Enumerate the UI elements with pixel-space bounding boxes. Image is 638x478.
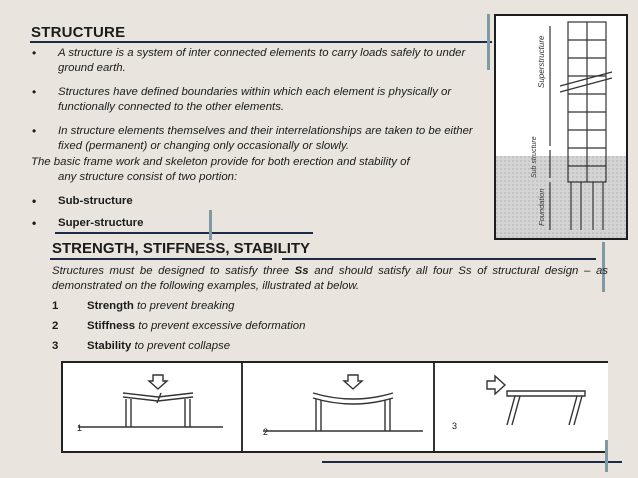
portion-sub-structure: • Sub-structure	[31, 194, 481, 209]
s-item-term: Stiffness	[87, 320, 136, 332]
s-item-2	[52, 320, 305, 332]
s-item-desc: to prevent breaking	[133, 300, 235, 312]
bent-beam	[313, 393, 393, 399]
building-structure-figure	[494, 14, 628, 240]
s-item-number: 3	[52, 340, 59, 352]
accent-bar-bottom	[605, 440, 608, 472]
broken-beam	[123, 393, 193, 397]
panel-strength	[63, 363, 238, 451]
paragraph-line-2: any structure consist of two portion:	[58, 171, 238, 183]
label-substructure: Sub structure	[531, 136, 538, 178]
load-arrow-icon	[149, 375, 167, 389]
section2-underline	[50, 258, 272, 260]
label-superstructure: Superstructure	[537, 35, 546, 88]
frame-paragraph	[31, 155, 479, 185]
s-item-1	[52, 300, 235, 312]
panel-stiffness-svg	[243, 363, 433, 451]
title-underline	[30, 41, 492, 43]
panel-stiffness	[241, 363, 433, 451]
bottom-line	[322, 461, 622, 463]
sway-beam	[507, 391, 585, 396]
section-title-strength: STRENGTH, STIFFNESS, STABILITY	[52, 240, 311, 257]
paragraph-line-1: The basic frame work and skeleton provide for both erection and stability of	[31, 156, 410, 168]
s-item-term: Stability	[87, 340, 132, 352]
s-item-desc: to prevent excessive deformation	[135, 320, 306, 332]
bullet-item: • In structure elements themselves and their interrelationships are taken to be either fixed (permanent) or changing only occasionally or slowly.	[31, 124, 481, 154]
panel-label-1: 1	[77, 423, 83, 433]
frame-diagrams	[61, 361, 608, 453]
panel-strength-svg	[63, 363, 238, 451]
portion-underline	[55, 232, 313, 234]
section2-intro	[52, 264, 608, 294]
section-title-structure: STRUCTURE	[31, 24, 126, 41]
panel-stability-svg	[435, 363, 608, 451]
accent-bar-vertical-2	[209, 210, 212, 240]
panel-stability	[433, 363, 608, 451]
s-item-number: 2	[52, 320, 59, 332]
accent-bar-vertical	[487, 14, 490, 70]
intro-bold: Ss	[294, 265, 309, 277]
lateral-load-arrow-icon	[487, 376, 505, 394]
bullet-item: • A structure is a system of inter connected elements to carry loads safely to under ground earth.	[31, 46, 481, 76]
building-svg	[496, 16, 626, 238]
panel-label-3: 3	[452, 421, 458, 431]
structure-bullets	[31, 46, 481, 163]
s-item-term: Strength	[87, 300, 134, 312]
section2-right-line	[282, 258, 596, 260]
s-item-number: 1	[52, 300, 59, 312]
panel-label-2: 2	[263, 427, 269, 437]
load-arrow-icon	[344, 375, 362, 389]
label-foundation: Foundation	[537, 188, 546, 226]
intro-text-a: Structures must be designed to satisfy three	[52, 265, 295, 277]
s-item-3	[52, 340, 230, 352]
portion-super-structure: • Super-structure	[31, 216, 481, 231]
bullet-item: • Structures have defined boundaries within which each element is physically or functionally connected to the other elements.	[31, 85, 481, 115]
s-item-desc: to prevent collapse	[131, 340, 231, 352]
intro-text-b: and should satisfy all four Ss of structural design – as demonstrated on the following examples, illustrated at below.	[52, 265, 608, 292]
